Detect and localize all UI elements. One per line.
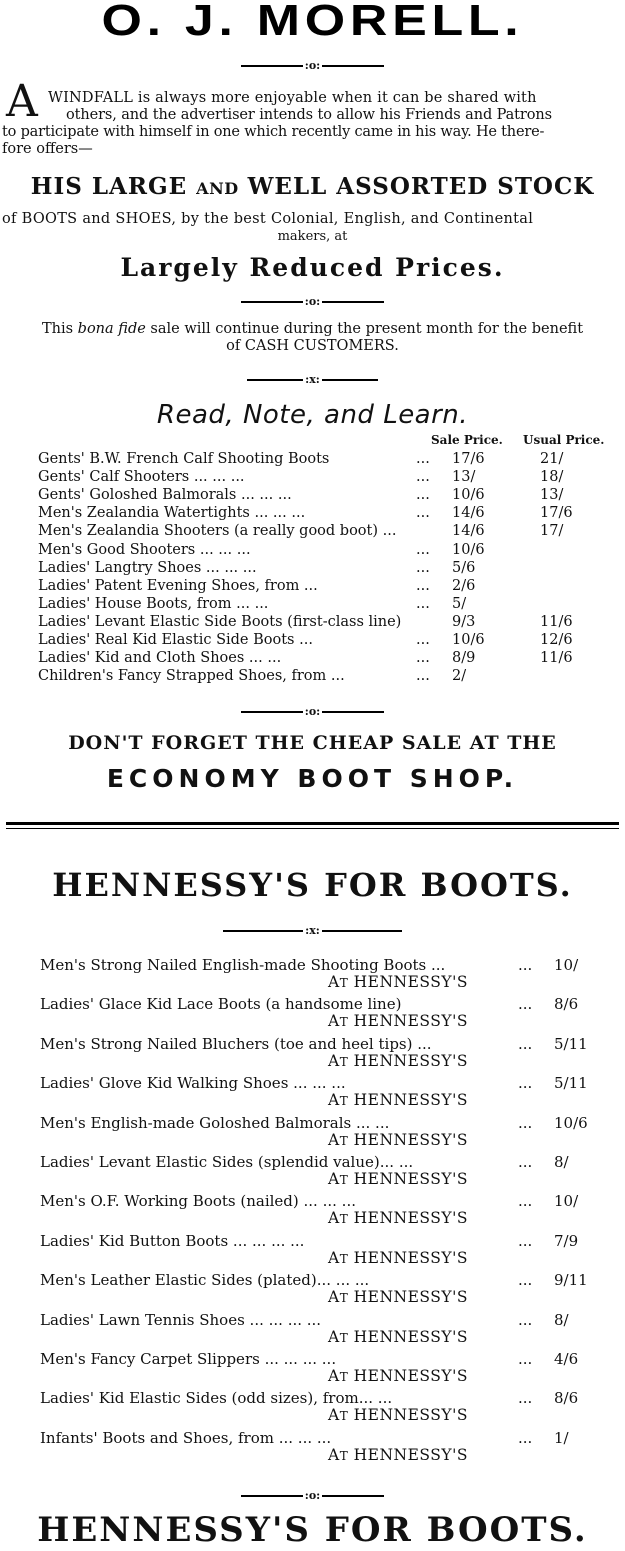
at-small: T [339, 1054, 349, 1069]
stock-line: makers, at [277, 229, 348, 244]
price-row [38, 578, 618, 595]
item-name: Ladies' Kid Button Boots ... ... ... ... [40, 1231, 305, 1250]
sale-price: 8/9 [452, 650, 476, 667]
at-hennessys [328, 1132, 468, 1150]
leader-dots: ... [416, 595, 430, 612]
sale-price: 10/6 [452, 632, 485, 648]
item-price: 8/6 [554, 995, 579, 1014]
at-name: HENNESSY'S [348, 1445, 468, 1464]
price-row [40, 1272, 610, 1308]
leader-dots: ... [518, 995, 533, 1014]
leader-dots: ... [518, 1428, 533, 1447]
at-hennessys [328, 1250, 468, 1268]
intro-line: WINDFALL is always more enjoyable when it can be shared with [48, 90, 537, 106]
at-hennessys [328, 1092, 468, 1110]
at-small: T [339, 1094, 349, 1109]
sale-price: 17/6 [452, 451, 485, 467]
item-name: Children's Fancy Strapped Shoes, from ... [38, 668, 345, 685]
item-name: Ladies' Glove Kid Walking Shoes ... ... ... [40, 1074, 346, 1093]
price-row [38, 560, 618, 577]
at-prefix: A [328, 1288, 340, 1307]
item-name: Gents' B.W. French Calf Shooting Boots [38, 451, 330, 467]
reduced-prices-heading: Largely Reduced Prices. [120, 253, 505, 282]
economy-boot-shop: ECONOMY BOOT SHOP. [106, 764, 519, 793]
at-prefix: A [328, 1367, 340, 1385]
at-name: HENNESSY'S [348, 1170, 468, 1188]
at-small: T [339, 1015, 349, 1030]
at-name: HENNESSY'S [348, 1327, 468, 1346]
hennessy-title: HENNESSY'S FOR BOOTS. [52, 866, 573, 904]
leader-dots: ... [416, 668, 430, 685]
price-row [40, 1075, 610, 1111]
at-hennessys [328, 1329, 468, 1347]
item-name: Ladies' Patent Evening Shoes, from ... [38, 577, 318, 594]
item-name: Gents' Goloshed Balmorals ... ... ... [38, 487, 292, 504]
sale-price: 5/6 [452, 559, 476, 576]
item-name: Men's Strong Nailed English-made Shooting Boots ... [40, 956, 446, 974]
leader-dots: ... [518, 1153, 533, 1171]
price-row [40, 1233, 610, 1269]
price-row [40, 1390, 610, 1426]
item-name: Gents' Calf Shooters ... ... ... [38, 469, 245, 486]
at-small: T [339, 1409, 349, 1424]
price-row [38, 614, 618, 631]
at-name: HENNESSY'S [348, 1051, 468, 1070]
at-prefix: A [328, 1170, 340, 1188]
sale-line: This bona fide sale will continue during the present month for the benefit [41, 321, 584, 337]
leader-dots: ... [518, 1113, 533, 1132]
item-name: Ladies' Kid and Cloth Shoes ... ... [38, 650, 282, 667]
at-hennessys [328, 1171, 468, 1189]
at-hennessys [328, 1447, 468, 1465]
sale-price: 2/6 [452, 577, 476, 594]
item-price: 8/6 [554, 1389, 579, 1408]
item-price: 7/9 [554, 1231, 579, 1250]
usual-price: 11/6 [540, 613, 573, 630]
item-name: Ladies' Lawn Tennis Shoes ... ... ... ... [40, 1310, 322, 1329]
ornament-divider: :o: [0, 296, 625, 308]
at-small: T [339, 1291, 349, 1306]
item-name: Ladies' Glace Kid Lace Boots (a handsome line) [40, 995, 402, 1014]
item-name: Men's Zealandia Shooters (a really good boot) ... [38, 523, 397, 540]
item-name: Men's Zealandia Watertights ... ... ... [38, 505, 306, 522]
item-price: 5/11 [554, 1074, 588, 1093]
usual-price: 17/ [540, 523, 564, 540]
price-row [38, 542, 618, 559]
item-price: 1/ [554, 1428, 569, 1447]
item-name: Ladies' Kid Elastic Sides (odd sizes), from... ... [40, 1389, 393, 1408]
at-prefix: A [328, 1051, 340, 1070]
sale-price: 5/ [452, 595, 467, 612]
at-name: HENNESSY'S [348, 1288, 468, 1307]
morell-title: O. J. MORELL. [101, 0, 524, 45]
item-name: Ladies' House Boots, from ... ... [38, 595, 269, 612]
item-name: Ladies' Real Kid Elastic Side Boots ... [38, 632, 313, 648]
item-name: Infants' Boots and Shoes, from ... ... ... [40, 1428, 332, 1447]
leader-dots: ... [518, 1034, 533, 1053]
leader-dots: ... [416, 487, 430, 504]
at-small: T [339, 1173, 349, 1187]
item-price: 8/ [554, 1153, 569, 1171]
at-small: T [339, 1330, 349, 1345]
leader-dots: ... [518, 1271, 533, 1290]
ornament-divider: :o: [0, 706, 625, 718]
section-rule [6, 828, 619, 829]
usual-price: 17/6 [540, 505, 573, 522]
leader-dots: ... [416, 451, 430, 467]
at-small: T [339, 1448, 349, 1463]
item-name: Men's Fancy Carpet Slippers ... ... ... ... [40, 1350, 337, 1368]
at-prefix: A [328, 1012, 340, 1031]
price-row [40, 1036, 610, 1072]
item-name: Ladies' Levant Elastic Sides (splendid value)... ... [40, 1153, 414, 1171]
leader-dots: ... [518, 1192, 533, 1211]
usual-price: 18/ [540, 469, 564, 486]
leader-dots: ... [518, 1350, 533, 1368]
price-row [40, 957, 610, 993]
item-name: Men's Leather Elastic Sides (plated)... ... ... [40, 1271, 370, 1290]
item-name: Men's English-made Goloshed Balmorals ... ... [40, 1113, 390, 1132]
at-hennessys [328, 1368, 468, 1386]
price-row [38, 596, 618, 613]
at-name: HENNESSY'S [348, 1367, 468, 1385]
price-row [38, 451, 618, 468]
at-hennessys [328, 1210, 468, 1228]
stock-line: of BOOTS and SHOES, by the best Colonial, English, and Continental [2, 211, 534, 227]
at-prefix: A [328, 1130, 340, 1149]
at-hennessys [328, 1289, 468, 1307]
item-price: 9/11 [554, 1271, 588, 1290]
at-prefix: A [328, 1091, 340, 1110]
sale-price: 10/6 [452, 541, 485, 558]
at-hennessys [328, 1053, 468, 1071]
intro-line: to participate with himself in one which recently came in his way. He there- [2, 124, 545, 140]
drop-cap: A [6, 76, 38, 127]
price-row [38, 505, 618, 522]
intro-line: fore offers— [2, 141, 93, 157]
at-prefix: A [328, 1248, 340, 1267]
price-row [38, 650, 618, 667]
ornament-divider: :o: [0, 1490, 625, 1502]
item-name: Men's Strong Nailed Bluchers (toe and heel tips) ... [40, 1034, 432, 1053]
leader-dots: ... [416, 541, 430, 558]
section-rule [6, 822, 619, 825]
leader-dots: ... [416, 559, 430, 576]
hennessy-footer-title: HENNESSY'S FOR BOOTS. [37, 1510, 588, 1550]
sale-price: 13/ [452, 469, 476, 486]
col-header-usual: Usual Price. [523, 433, 605, 447]
price-row [40, 1351, 610, 1387]
item-price: 10/6 [554, 1113, 588, 1132]
leader-dots: ... [518, 1231, 533, 1250]
intro-line: others, and the advertiser intends to allow his Friends and Patrons [66, 107, 552, 123]
price-row [40, 1430, 610, 1466]
price-row [38, 469, 618, 486]
at-small: T [339, 1212, 349, 1227]
dont-forget-line: DON'T FORGET THE CHEAP SALE AT THE [68, 732, 557, 754]
ornament-divider: :x: [0, 925, 625, 937]
at-small: T [339, 1370, 349, 1384]
sale-price: 10/6 [452, 487, 485, 504]
sale-price: 14/6 [452, 523, 485, 540]
sale-price: 9/3 [452, 613, 476, 630]
at-name: HENNESSY'S [348, 973, 468, 991]
price-row [38, 632, 618, 649]
at-name: HENNESSY'S [348, 1406, 468, 1425]
sale-line: of CASH CUSTOMERS. [226, 338, 399, 354]
read-note-heading: Read, Note, and Learn. [156, 400, 469, 430]
item-price: 5/11 [554, 1034, 588, 1053]
item-price: 10/ [554, 956, 579, 974]
price-row [40, 1193, 610, 1229]
leader-dots: ... [518, 956, 533, 974]
usual-price: 13/ [540, 487, 564, 504]
item-name: Men's O.F. Working Boots (nailed) ... ... ... [40, 1192, 356, 1211]
usual-price: 11/6 [540, 650, 573, 667]
item-name: Ladies' Langtry Shoes ... ... ... [38, 559, 257, 576]
leader-dots: ... [416, 650, 430, 667]
at-name: HENNESSY'S [348, 1248, 468, 1267]
item-name: Men's Good Shooters ... ... ... [38, 541, 251, 558]
sale-price: 14/6 [452, 505, 485, 522]
leader-dots: ... [416, 469, 430, 486]
price-row [38, 487, 618, 504]
leader-dots: ... [518, 1310, 533, 1329]
at-hennessys [328, 1013, 468, 1031]
leader-dots: ... [416, 577, 430, 594]
at-name: HENNESSY'S [348, 1012, 468, 1031]
item-price: 4/6 [554, 1350, 579, 1368]
leader-dots: ... [416, 505, 430, 522]
leader-dots: ... [518, 1389, 533, 1408]
at-name: HENNESSY'S [348, 1130, 468, 1149]
at-prefix: A [328, 1406, 340, 1425]
price-row [40, 1312, 610, 1348]
at-prefix: A [328, 1445, 340, 1464]
stock-heading: HIS LARGE AND WELL ASSORTED STOCK [30, 173, 595, 200]
at-small: T [339, 1133, 349, 1148]
price-row [40, 1154, 610, 1190]
at-small: T [339, 1251, 349, 1266]
price-row [40, 1115, 610, 1151]
item-price: 8/ [554, 1310, 569, 1329]
at-prefix: A [328, 1327, 340, 1346]
price-row [38, 523, 618, 540]
ornament-divider: :x: [0, 374, 625, 386]
leader-dots: ... [518, 1074, 533, 1093]
at-hennessys [328, 974, 468, 992]
leader-dots: ... [416, 632, 430, 648]
at-hennessys [328, 1407, 468, 1425]
usual-price: 21/ [540, 451, 564, 467]
price-row [40, 996, 610, 1032]
ornament-divider: :o: [0, 60, 625, 72]
at-name: HENNESSY'S [348, 1091, 468, 1110]
price-row [38, 668, 618, 685]
at-small: T [339, 976, 349, 990]
at-prefix: A [328, 973, 340, 991]
sale-price: 2/ [452, 668, 467, 685]
at-name: HENNESSY'S [348, 1209, 468, 1228]
at-prefix: A [328, 1209, 340, 1228]
col-header-sale: Sale Price. [431, 433, 503, 447]
item-price: 10/ [554, 1192, 579, 1211]
usual-price: 12/6 [540, 632, 573, 648]
item-name: Ladies' Levant Elastic Side Boots (first-class line) [38, 613, 402, 630]
